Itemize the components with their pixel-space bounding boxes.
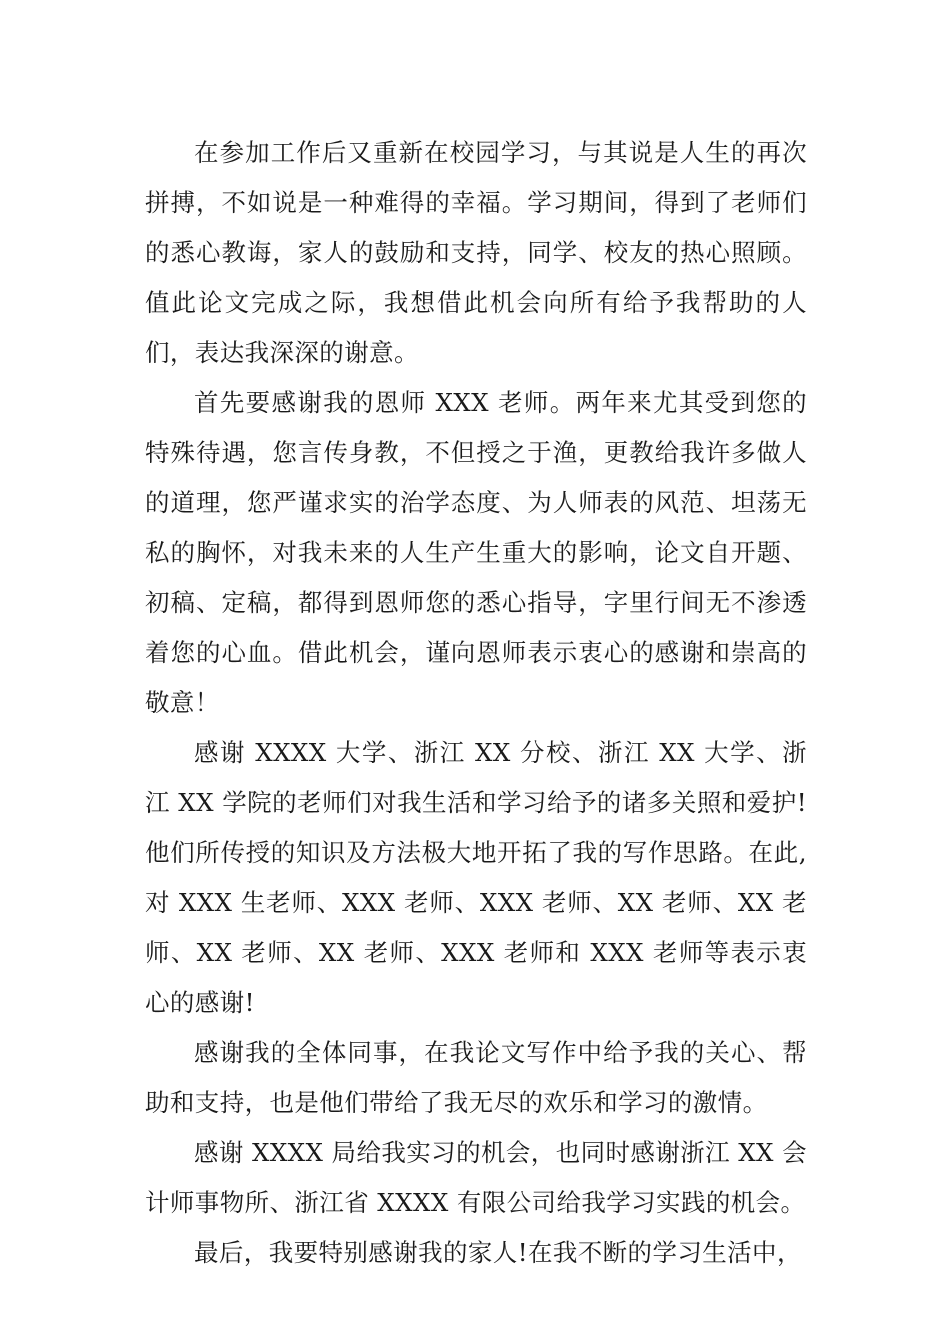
paragraph-university-thanks: 感谢 XXXX 大学、浙江 XX 分校、浙江 XX 大学、浙江 XX 学院的老师们对我生活和学习给予的诸多关照和爱护!他们所传授的知识及方法极大地开拓了我的写作思路。在此,对 XXX 生老师、XXX 老师、XXX 老师、XX 老师、XX 老师、XX 老师、XX 老师、XXX 老师和 XXX 老师等表示衷心的感谢! (145, 738, 807, 1017)
document-body (145, 128, 807, 1278)
paragraph-colleague-thanks: 感谢我的全体同事，在我论文写作中给予我的关心、帮助和支持，也是他们带给了我无尽的欢乐和学习的激情。 (145, 1038, 807, 1117)
paragraph-intro: 在参加工作后又重新在校园学习，与其说是人生的再次拼搏，不如说是一种难得的幸福。学习期间，得到了老师们的悉心教诲，家人的鼓励和支持，同学、校友的热心照顾。值此论文完成之际，我想借此机会向所有给予我帮助的人们，表达我深深的谢意。 (145, 138, 807, 367)
paragraph-family-thanks: 最后，我要特别感谢我的家人!在我不断的学习生活中， (194, 1238, 802, 1267)
paragraph-advisor-thanks: 首先要感谢我的恩师 XXX 老师。两年来尤其受到您的特殊待遇，您言传身教，不但授之于渔，更教给我许多做人的道理，您严谨求实的治学态度、为人师表的风范、坦荡无私的胸怀，对我未来的人生产生重大的影响，论文自开题、初稿、定稿，都得到恩师您的悉心指导，字里行间无不渗透着您的心血。借此机会，谨向恩师表示衷心的感谢和崇高的敬意！ (145, 388, 807, 717)
paragraph-internship-thanks: 感谢 XXXX 局给我实习的机会，也同时感谢浙江 XX 会计师事物所、浙江省 XXXX 有限公司给我学习实践的机会。 (145, 1138, 807, 1217)
